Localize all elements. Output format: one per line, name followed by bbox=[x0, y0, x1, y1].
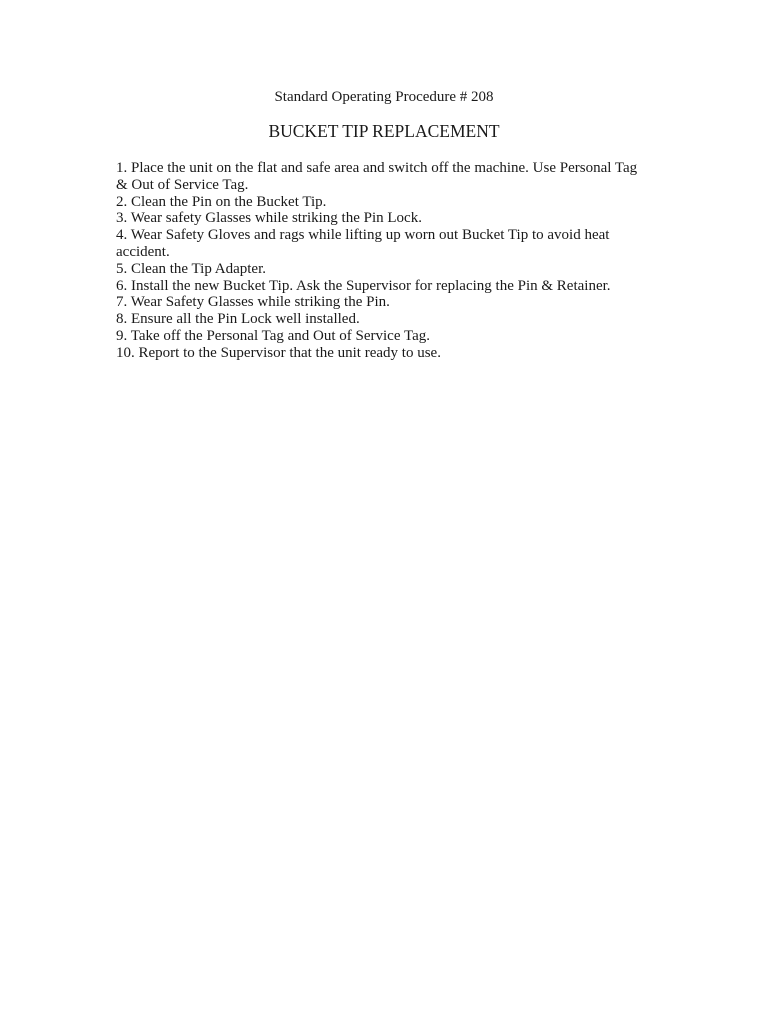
step-item: 5. Clean the Tip Adapter. bbox=[116, 260, 266, 277]
document-title: BUCKET TIP REPLACEMENT bbox=[268, 121, 500, 141]
step-item: 6. Install the new Bucket Tip. Ask the Supervisor for replacing the Pin & Retainer. bbox=[116, 277, 611, 294]
step-item: 3. Wear safety Glasses while striking the Pin Lock. bbox=[116, 210, 422, 227]
step-item: 2. Clean the Pin on the Bucket Tip. bbox=[116, 193, 327, 210]
procedure-number: Standard Operating Procedure # 208 bbox=[274, 89, 494, 105]
procedure-steps bbox=[116, 160, 646, 362]
step-item: 9. Take off the Personal Tag and Out of Service Tag. bbox=[116, 327, 430, 344]
step-item: 7. Wear Safety Glasses while striking the Pin. bbox=[116, 294, 390, 311]
step-item: 8. Ensure all the Pin Lock well installed. bbox=[116, 311, 360, 328]
step-item: 4. Wear Safety Gloves and rags while lifting up worn out Bucket Tip to avoid heat accident. bbox=[116, 227, 610, 260]
step-item: 1. Place the unit on the flat and safe area and switch off the machine. Use Personal Tag & Out of Service Tag. bbox=[116, 160, 638, 193]
step-item: 10. Report to the Supervisor that the unit ready to use. bbox=[116, 344, 441, 361]
